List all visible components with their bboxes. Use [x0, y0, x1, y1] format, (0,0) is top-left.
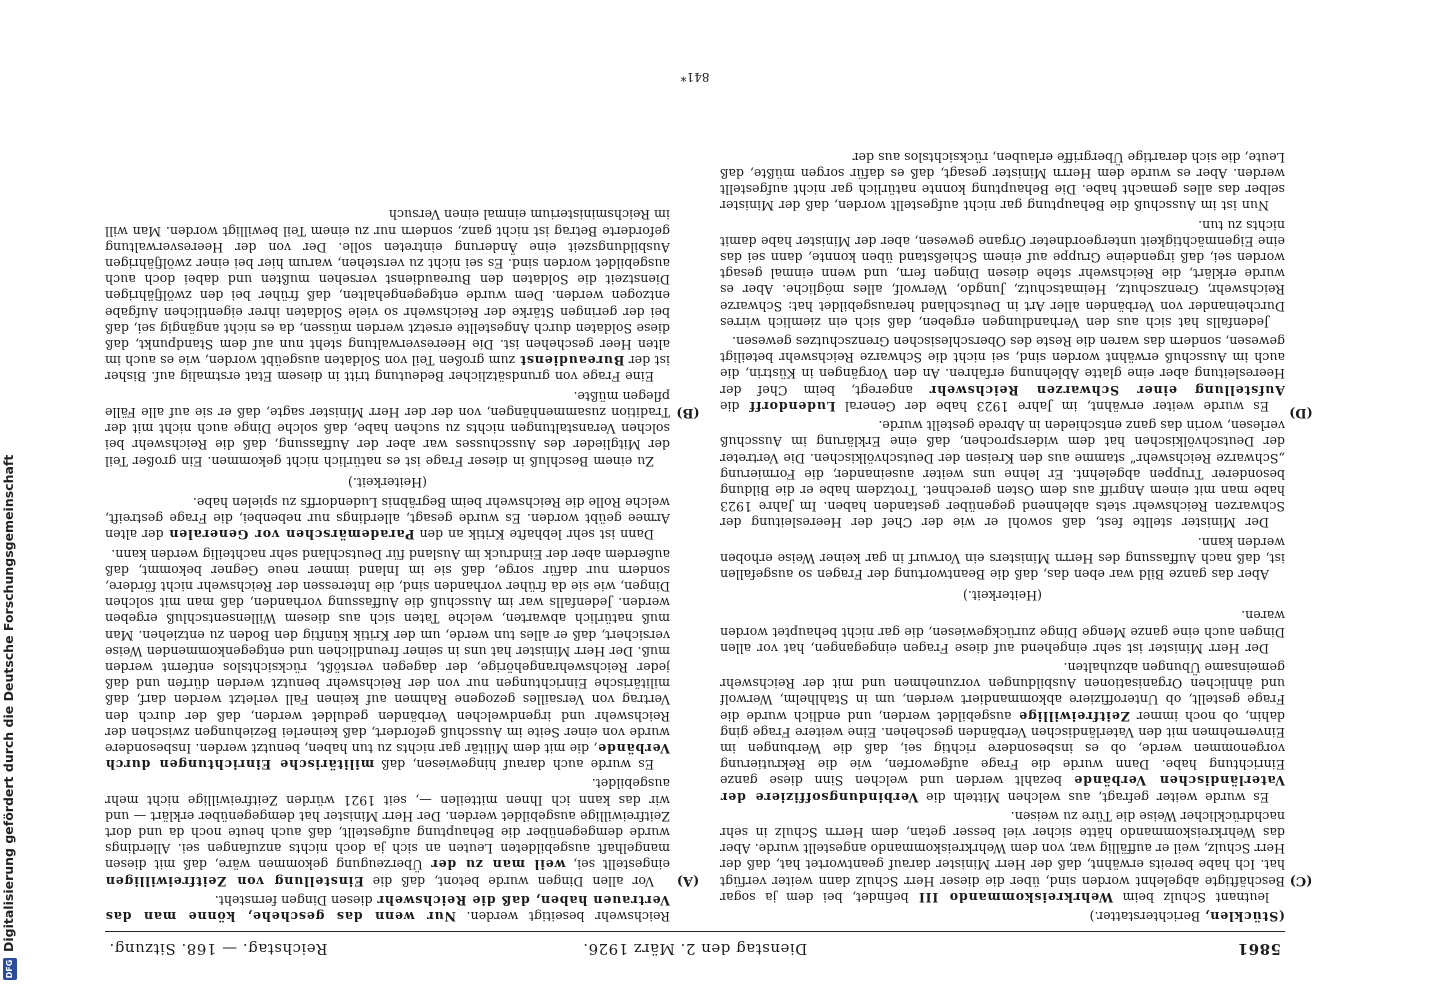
- paragraph: [105, 545, 670, 772]
- paragraph: [720, 333, 1285, 414]
- emphasized-text: Wehrkreiskommando III: [918, 889, 1113, 905]
- text-run: angeregt, beim Chef der Heeresleitung aber eine glatte Ablehnung erfahren. An den Vorgängen in Küstrin, die auch im Ausschuß erwähnt worden sind, sei nicht die Schwarze Reichswehr beteiligt gewesen, sondern das waren die Reste des Oberschlesischen Grenzschutzes gewesen.: [720, 334, 1285, 398]
- paragraph: [720, 216, 1285, 329]
- text-run: Reichswehr beseitigt werden.: [456, 909, 670, 924]
- text-run: Überzeugung gekommen wäre, daß mit diesen mangelhaft ausgebildeten Leuten an sich ja doch nichts anzufangen sei. Allerdings wurde demgegenüber die Behauptung aufgestellt, daß auch heute noch da und dort Zeitfreiwillige ausgebildet werden. Der Herr Minister hat demgegenüber erklärt — und wir das kann ich Ihnen mitteilen —, seit 1921 würden Zeitfreiwillige nicht mehr ausgebildet.: [105, 776, 670, 873]
- paragraph: [105, 206, 670, 384]
- paragraph: [720, 533, 1285, 582]
- text-run: eingestellt sei,: [565, 857, 670, 873]
- speaker-role: Berichterstatter.): [1089, 909, 1205, 924]
- emphasized-text: Ludendorff: [748, 398, 836, 414]
- text-run: leutnant Schulz beim: [1113, 889, 1269, 905]
- paragraph: [720, 417, 1285, 530]
- text-run: Zu einem Beschluß in dieser Frage ist es natürlich nicht gekommen. Ein großer Teil der Mitglieder des Ausschusses war aber der Auffassung, daß die Reichswehr bei solchen Veranstaltungen nichts zu suchen habe, daß solche Dinge auch nicht mit der Tradition zusammenhängen, von der der Herr Minister sagte, daß er sie auf alle Fälle pflegen müßte.: [105, 388, 670, 469]
- text-run: Der Herr Minister ist sehr eingehend auf diese Fragen eingegangen, hat vor allen Dingen auch eine ganze Menge Dinge zurückgewiesen, die gar nicht behauptet worden waren.: [720, 608, 1285, 656]
- emphasized-text: Aufstellung einer Schwarzen Reichswehr: [928, 382, 1285, 398]
- interjection: (Heiterkeit.): [963, 588, 1042, 604]
- emphasized-text: Einstellung von Zeitfreiwilligen: [105, 873, 364, 889]
- document-page: [105, 60, 1313, 960]
- text-run: Dann ist sehr lebhafte Kritik an den: [414, 527, 654, 543]
- text-run: diesen Dingen fernsteht.: [214, 892, 377, 908]
- emphasized-text: Verbindungsoffiziere der Vaterländischen Verbände: [720, 773, 1285, 805]
- margin-mark-c: (C): [1289, 873, 1313, 888]
- left-column: [720, 74, 1285, 924]
- paragraph: [720, 808, 1285, 905]
- paragraph: [105, 892, 670, 924]
- speaker-line: [720, 908, 1285, 924]
- digitization-note: [1, 20, 23, 980]
- text-run: Es wurde auch darauf hingewiesen, daß: [374, 757, 654, 773]
- header-rule: [105, 931, 1285, 932]
- paragraph: [105, 494, 670, 543]
- session-date: Dienstag den 2. März 1926.: [582, 940, 808, 958]
- paragraph: [105, 775, 670, 888]
- session-title: Reichstag. — 168. Sitzung.: [109, 940, 328, 958]
- interjection: (Heiterkeit.): [348, 474, 427, 490]
- paragraph: [720, 607, 1285, 656]
- text-run: befindet, bei dem ja sogar Beschäftigte abgelehnt worden sind, über die dieser Herr Schulz dann weiter verfügt hat. Ich habe bereits erwähnt, daß der Herr Minister darauf geantwortet hat, daß der Herr Schulz, weil er auffällig war, von dem Wehrkreiskommando angestellt wurde. Aber das Wehrkreiskommando hätte sicher viel besser getan, dem Herrn Schulz in sehr nachdrücklicher Weise die Türe zu weisen.: [720, 808, 1285, 905]
- margin-mark-a: (A): [676, 873, 700, 888]
- digitization-text: Digitalisierung gefördert durch die Deutsche Forschungsgemeinschaft: [1, 454, 16, 952]
- text-run: zum großen Teil von Soldaten ausgeübt worden, wie es auch im alten Heer geschehen ist. Die Heeresverwaltung steht nun auf dem Standpunkt, daß diese Soldaten durch Angestellte ersetzt werden müssen, da es nicht angängig sei, daß bei der geringen Stärke der Reichswehr so viele Soldaten ihrer eigentlichen Aufgabe entzogen werden. Dem wurde entgegengehalten, daß früher bei den zwölfjährigen Dienstzeit die Soldaten den Bureaudienst versehen mußten und dabei doch auch ausgebildet worden sind. Es sei nicht zu verstehen, warum hier bei einer zwölfjährigen Ausbildungszeit eine Änderung eintreten solle. Der von der Heeresverwaltung geforderte Betrag ist nicht ganz, sondern nur zu einem Teil bewilligt worden. Man will im Reichsministerium einmal einen Versuch: [105, 207, 670, 369]
- text-run: Es wurde weiter gefragt, aus welchen Mitteln die: [918, 789, 1269, 805]
- signature-mark: 841*: [680, 70, 710, 84]
- paragraph: [720, 149, 1285, 214]
- text-run: Vor allen Dingen wurde betont, daß die: [363, 873, 654, 889]
- right-column: [105, 74, 670, 924]
- text-run: der alten Armee geübt worden. Es wurde gesagt, allerdings nur nebenbei, die Frage gestreift, welche Rolle die Reichswehr beim Begräbnis Ludendorffs zu spielen habe.: [105, 494, 670, 543]
- text-run: bezahlt werden und welchen Sinn diese ganze Einrichtung habe. Dann wurde die Frage aufgeworfen, wie die Rekrutierung vorgenommen werde, ob es insbesondere richtig sei, daß die Werbungen im Einvernehmen mit den Vaterländischen Verbänden geschehen. Eine weitere Frage ging dahin, ob noch immer: [720, 708, 1285, 789]
- speaker-name: (Stücklen,: [1204, 909, 1285, 924]
- margin-mark-b: (B): [676, 405, 700, 420]
- text-run: Der Minister stellte fest, daß sowohl er wie der Chef der Heeresleitung der Schwarzen Reichswehr stets ablehnend gegenüber gestanden haben. Im Jahre 1923 habe man mit einem Angriff aus dem Osten gerechnet. Trotzdem habe er die Bildung besonderer Truppen abgelehnt. Er lehne uns weiter auseinander, die Formierung „Schwarze Reichswehr“ stamme aus den Kreisen der Deutschvölkischen. Die Vertreter der Deutschvölkischen hat dem widersprochen, daß eine Erklärung im Ausschuß verlesen, worin das ganz entschieden in Abrede gestellt wurde.: [720, 418, 1285, 531]
- emphasized-text: Bureaudienst: [519, 353, 625, 369]
- text-run: Jedenfalls hat sich aus den Verhandlungen ergeben, daß sich ein ziemlich wirres Durcheinander von Verbänden aller Art in Deutschland herausgebildet hat: Schwarze Reichswehr, Grenzschutz, Heimatschutz, Jungdo, Werwolf, alles mögliche. Aber es wurde erklärt, die Reichswehr stehe diesen Dingen fern, und wenn einmal gesagt worden sei, daß irgendeine Gruppe auf einem Schießstand üben konnte, dann sei das eine Eigenmächtigkeit untergeordneter Organe gewesen, aber der Minister habe damit nichts zu tun.: [720, 217, 1285, 330]
- emphasized-text: Zeitfreiwillige: [1018, 708, 1130, 724]
- emphasized-text: weil man zu der: [430, 857, 566, 873]
- text-run: Aber das ganze Bild war eben das, daß die Beantwortung der Fragen so ausgefallen ist, daß nach Auffassung des Herrn Ministers ein Vorwurf in gar keiner Weise erhoben werden kann.: [720, 534, 1285, 582]
- text-run: Nun ist im Ausschuß die Behauptung gar nicht aufgestellt worden, daß der Minister selber das alles gemacht habe. Die Behauptung konnte natürlich gar nicht aufgestellt werden. Aber es wurde dem Herrn Minister gesagt, daß es dafür sorgen müßte, daß Leute, die sich derartige Übergriffe erlauben, rücksichtslos aus der: [720, 149, 1285, 214]
- text-run: ausgebildet werden, und endlich wurde die Frage gestellt, ob Unteroffiziere abkommandiert werden, um in Stahlhelm, Werwolf und ähnlichen Organisationen Ausbildungen vorzunehmen und mit der Reichswehr gemeinsame Übungen abzuhalten.: [720, 659, 1285, 724]
- paragraph: [720, 659, 1285, 805]
- dfg-logo-icon: DFG: [3, 958, 17, 980]
- text-run: Es wurde weiter erwähnt, im Jahre 1923 habe der General: [835, 398, 1269, 414]
- emphasized-text: Parademärschen vor Generalen: [168, 527, 415, 543]
- emphasized-text: Nur wenn das geschehe, könne man das Vertrauen haben, daß die Reichswehr: [105, 892, 670, 924]
- margin-mark-d: (D): [1289, 405, 1313, 420]
- text-run: Eine Frage von grundsätzlicher Bedeutung tritt in diesem Etat erstmalig auf. Bisher ist der: [105, 353, 670, 385]
- text-run: die: [720, 398, 749, 414]
- paragraph: [105, 388, 670, 469]
- emphasized-text: militärische Einrichtungen durch Verbände: [105, 740, 670, 773]
- running-head: [105, 934, 1285, 960]
- text-run: , die mit dem Militär gar nichts zu tun haben, benutzt werden. Insbesondere wurde von einer Seite im Ausschuß gefordert, daß keinerlei Beziehungen zwischen der Reichswehr und irgendwelchen Verbänden geduldet werden, daß der durch den Vertrag von Versailles gezogene Rahmen auf keinen Fall verletzt werden darf, daß militärische Einrichtungen nur von der Reichswehr benutzt werden dürfen und daß jeder Reichswehrangehörige, der dagegen verstößt, rücksichtslos entfernt werden muß. Der Herr Minister hat uns in seiner freundlichen und entgegenkommenden Weise versichert, daß er alles tun werde, um der Kritik künftig den Boden zu entziehen. Man muß natürlich abwarten, welche Taten sich aus diesem Willensentschluß ergeben werden. Jedenfalls war im Ausschuß die Auffassung vorhanden, daß man mit solchen Dingen, wie sie da früher vorhanden sind, die Interessen der Reichswehr nicht fördere, sondern nur dafür sorge, daß sie im Inland immer neue Gegner bekommt, daß außerdem aber der Eindruck im Ausland für Deutschland sehr nachteilig werden kann.: [105, 546, 670, 756]
- page-number: 5861: [1237, 940, 1281, 958]
